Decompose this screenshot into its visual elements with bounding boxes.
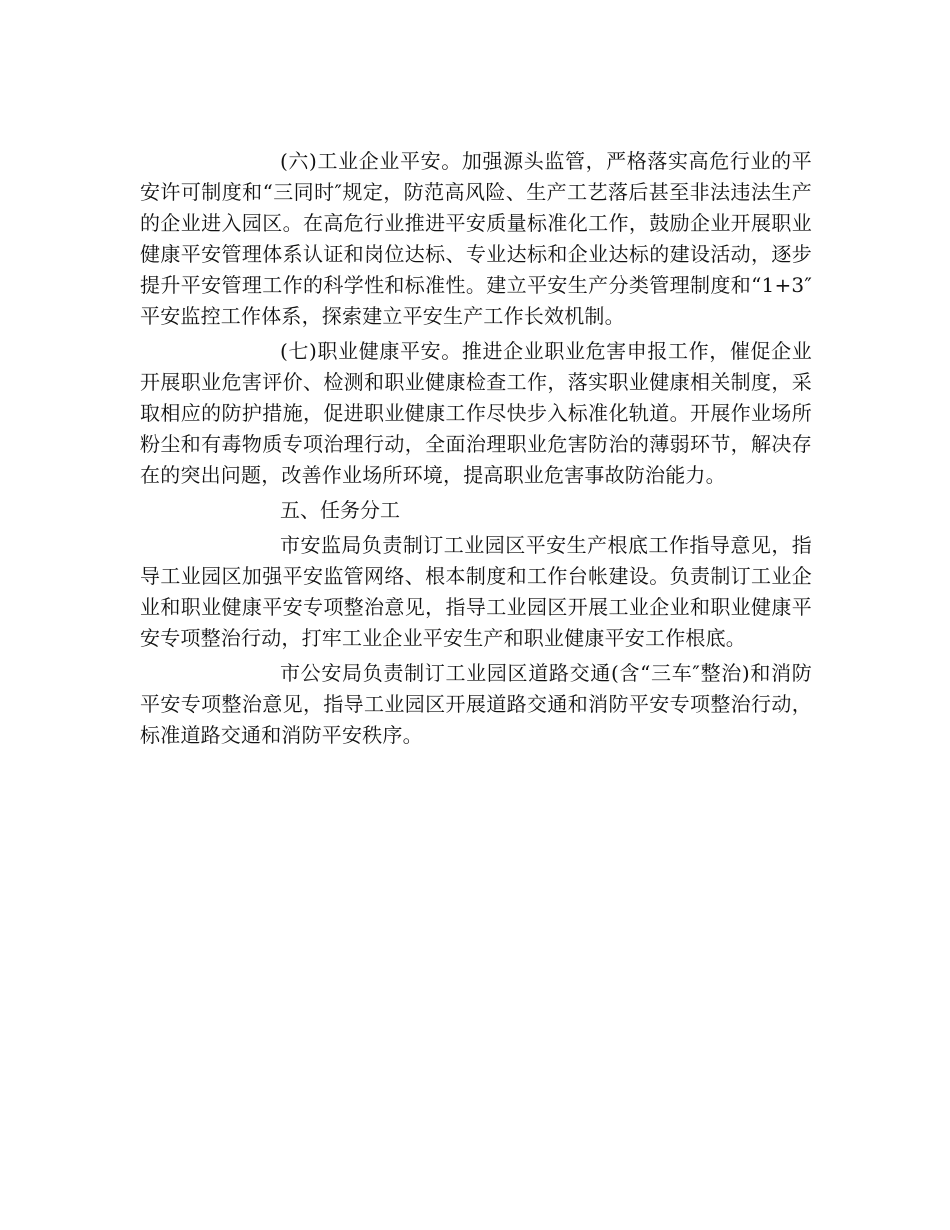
document-body bbox=[140, 146, 812, 755]
section-heading-task-division: 五、任务分工 bbox=[280, 498, 400, 522]
paragraph-occupational-health: (七)职业健康平安。推进企业职业危害申报工作，催促企业开展职业危害评价、检测和职业健康检查工作，落实职业健康相关制度，采取相应的防护措施，促进职业健康工作尽快步入标准化轨道。开展作业场所粉尘和有毒物质专项治理行动，全面治理职业危害防治的薄弱环节，解决存在的突出问题，改善作业场所环境，提高职业危害事故防治能力。 bbox=[140, 339, 812, 487]
paragraph-industrial-safety: (六)工业企业平安。加强源头监管，严格落实高危行业的平安许可制度和“三同时″规定，防范高风险、生产工艺落后甚至非法违法生产的企业进入园区。在高危行业推进平安质量标准化工作，鼓励企业开展职业健康平安管理体系认证和岗位达标、专业达标和企业达标的建设活动，逐步提升平安管理工作的科学性和标准性。建立平安生产分类管理制度和“1+3″平安监控工作体系，探索建立平安生产工作长效机制。 bbox=[140, 149, 812, 328]
paragraph-public-security-bureau: 市公安局负责制订工业园区道路交通(含“三车″整治)和消防平安专项整治意见，指导工业园区开展道路交通和消防平安专项整治行动，标准道路交通和消防平安秩序。 bbox=[140, 661, 812, 747]
paragraph-safety-bureau: 市安监局负责制订工业园区平安生产根底工作指导意见，指导工业园区加强平安监管网络、根本制度和工作台帐建设。负责制订工业企业和职业健康平安专项整治意见，指导工业园区开展工业企业和职业健康平安专项整治行动，打牢工业企业平安生产和职业健康平安工作根底。 bbox=[140, 533, 812, 650]
